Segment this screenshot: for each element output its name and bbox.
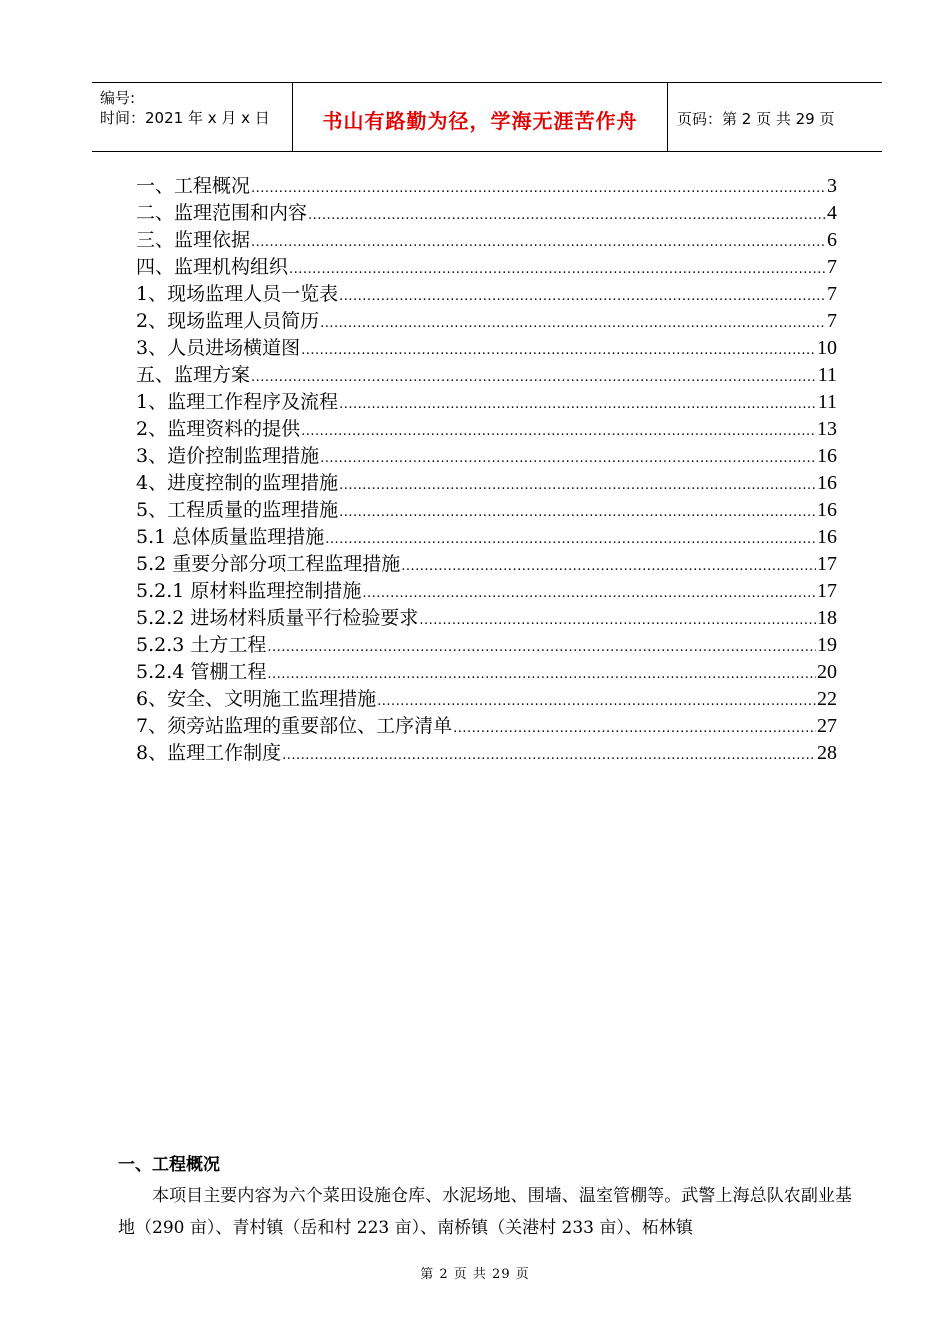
toc-entry-title: 3、造价控制监理措施 [136,445,320,467]
toc-entry[interactable] [136,551,837,578]
toc-entry-page: 16 [817,472,837,494]
toc-entry-title: 5、工程质量的监理措施 [136,499,339,521]
toc-entry[interactable] [136,632,837,659]
toc-entry-title: 5.2.2 进场材料质量平行检验要求 [136,607,419,629]
toc-entry[interactable] [136,686,837,713]
toc-entry[interactable] [136,713,837,740]
toc-entry-page: 17 [817,553,837,575]
toc-entry-title: 4、进度控制的监理措施 [136,472,339,494]
toc-entry-page: 27 [817,715,837,737]
toc-entry-page: 28 [817,742,837,764]
toc-entry[interactable] [136,578,837,605]
toc-entry-page: 7 [827,283,837,305]
toc-entry-title: 5.2 重要分部分项工程监理措施 [136,553,401,575]
toc-dot-leader [251,364,817,391]
toc-entry[interactable] [136,335,837,362]
toc-entry-page: 6 [827,229,837,251]
toc-entry-title: 8、监理工作制度 [136,742,282,764]
toc-dot-leader [282,742,816,769]
toc-entry-page: 3 [827,175,837,197]
toc-dot-leader [362,580,816,607]
toc-entry-page: 11 [817,364,837,386]
toc-entry-title: 2、监理资料的提供 [136,418,301,440]
toc-entry[interactable] [136,605,837,632]
toc-dot-leader [267,634,816,661]
toc-dot-leader [325,526,816,553]
toc-dot-leader [419,607,816,634]
toc-dot-leader [251,175,826,202]
toc-dot-leader [401,553,816,580]
toc-entry-page: 7 [827,310,837,332]
toc-entry-page: 18 [817,607,837,629]
toc-entry-title: 四、监理机构组织 [136,256,289,278]
header-motto: 书山有路勤为径，学海无涯苦作舟 [322,109,638,133]
toc-entry-page: 11 [817,391,837,413]
toc-dot-leader [377,688,816,715]
toc-entry-page: 20 [817,661,837,683]
toc-entry-title: 5.2.4 管棚工程 [136,661,267,683]
toc-entry-title: 2、现场监理人员简历 [136,310,320,332]
toc-entry-page: 17 [817,580,837,602]
toc-entry-page: 10 [817,337,837,359]
toc-dot-leader [339,499,816,526]
toc-entry-title: 5.1 总体质量监理措施 [136,526,325,548]
toc-entry-title: 6、安全、文明施工监理措施 [136,688,377,710]
toc-entry-title: 五、监理方案 [136,364,251,386]
toc-entry-page: 16 [817,445,837,467]
toc-entry-title: 1、现场监理人员一览表 [136,283,339,305]
toc-entry[interactable] [136,227,837,254]
toc-entry[interactable] [136,497,837,524]
toc-entry[interactable] [136,308,837,335]
toc-entry-title: 3、人员进场横道图 [136,337,301,359]
toc-entry[interactable] [136,281,837,308]
toc-dot-leader [301,337,816,364]
toc-entry-title: 5.2.3 土方工程 [136,634,267,656]
toc-dot-leader [453,715,816,742]
toc-entry[interactable] [136,254,837,281]
document-time-label: 时间：2021 年 x 月 x 日 [100,109,270,127]
toc-dot-leader [320,310,826,337]
header-motto-cell [292,83,668,151]
toc-entry[interactable] [136,416,837,443]
toc-entry-title: 7、须旁站监理的重要部位、工序清单 [136,715,453,737]
toc-dot-leader [339,391,817,418]
toc-dot-leader [308,202,826,229]
toc-entry[interactable] [136,389,837,416]
toc-entry[interactable] [136,443,837,470]
table-of-contents [136,173,837,767]
toc-dot-leader [320,445,816,472]
toc-dot-leader [289,256,826,283]
toc-entry-page: 7 [827,256,837,278]
section-heading: 一、工程概况 [118,1155,220,1175]
page-header [92,82,882,152]
toc-entry-page: 13 [817,418,837,440]
toc-entry-title: 三、监理依据 [136,229,251,251]
toc-entry[interactable] [136,200,837,227]
toc-entry-page: 16 [817,499,837,521]
toc-dot-leader [301,418,816,445]
toc-entry[interactable] [136,740,837,767]
header-page-cell [667,83,882,151]
toc-entry[interactable] [136,524,837,551]
toc-entry-title: 5.2.1 原材料监理控制措施 [136,580,362,602]
page-footer: 第 2 页 共 29 页 [420,1267,530,1282]
toc-entry[interactable] [136,470,837,497]
toc-entry[interactable] [136,173,837,200]
toc-entry[interactable] [136,659,837,686]
section-paragraph: 本项目主要内容为六个菜田设施仓库、水泥场地、围墙、温室管棚等。武警上海总队农副业基地（290 亩）、青村镇（岳和村 223 亩）、南桥镇（关港村 233 亩）、柘林镇 [118,1186,852,1238]
toc-entry-page: 4 [827,202,837,224]
toc-entry-title: 二、监理范围和内容 [136,202,308,224]
toc-entry-page: 22 [817,688,837,710]
toc-dot-leader [339,283,826,310]
toc-entry-title: 一、工程概况 [136,175,251,197]
toc-dot-leader [267,661,816,688]
header-page-label: 页码：第 2 页 共 29 页 [677,110,835,128]
header-info-cell [92,83,292,151]
toc-entry-page: 16 [817,526,837,548]
toc-entry[interactable] [136,362,837,389]
document-code-label: 编号: [100,89,136,107]
toc-entry-page: 19 [817,634,837,656]
toc-dot-leader [339,472,816,499]
toc-dot-leader [251,229,826,256]
toc-entry-title: 1、监理工作程序及流程 [136,391,339,413]
